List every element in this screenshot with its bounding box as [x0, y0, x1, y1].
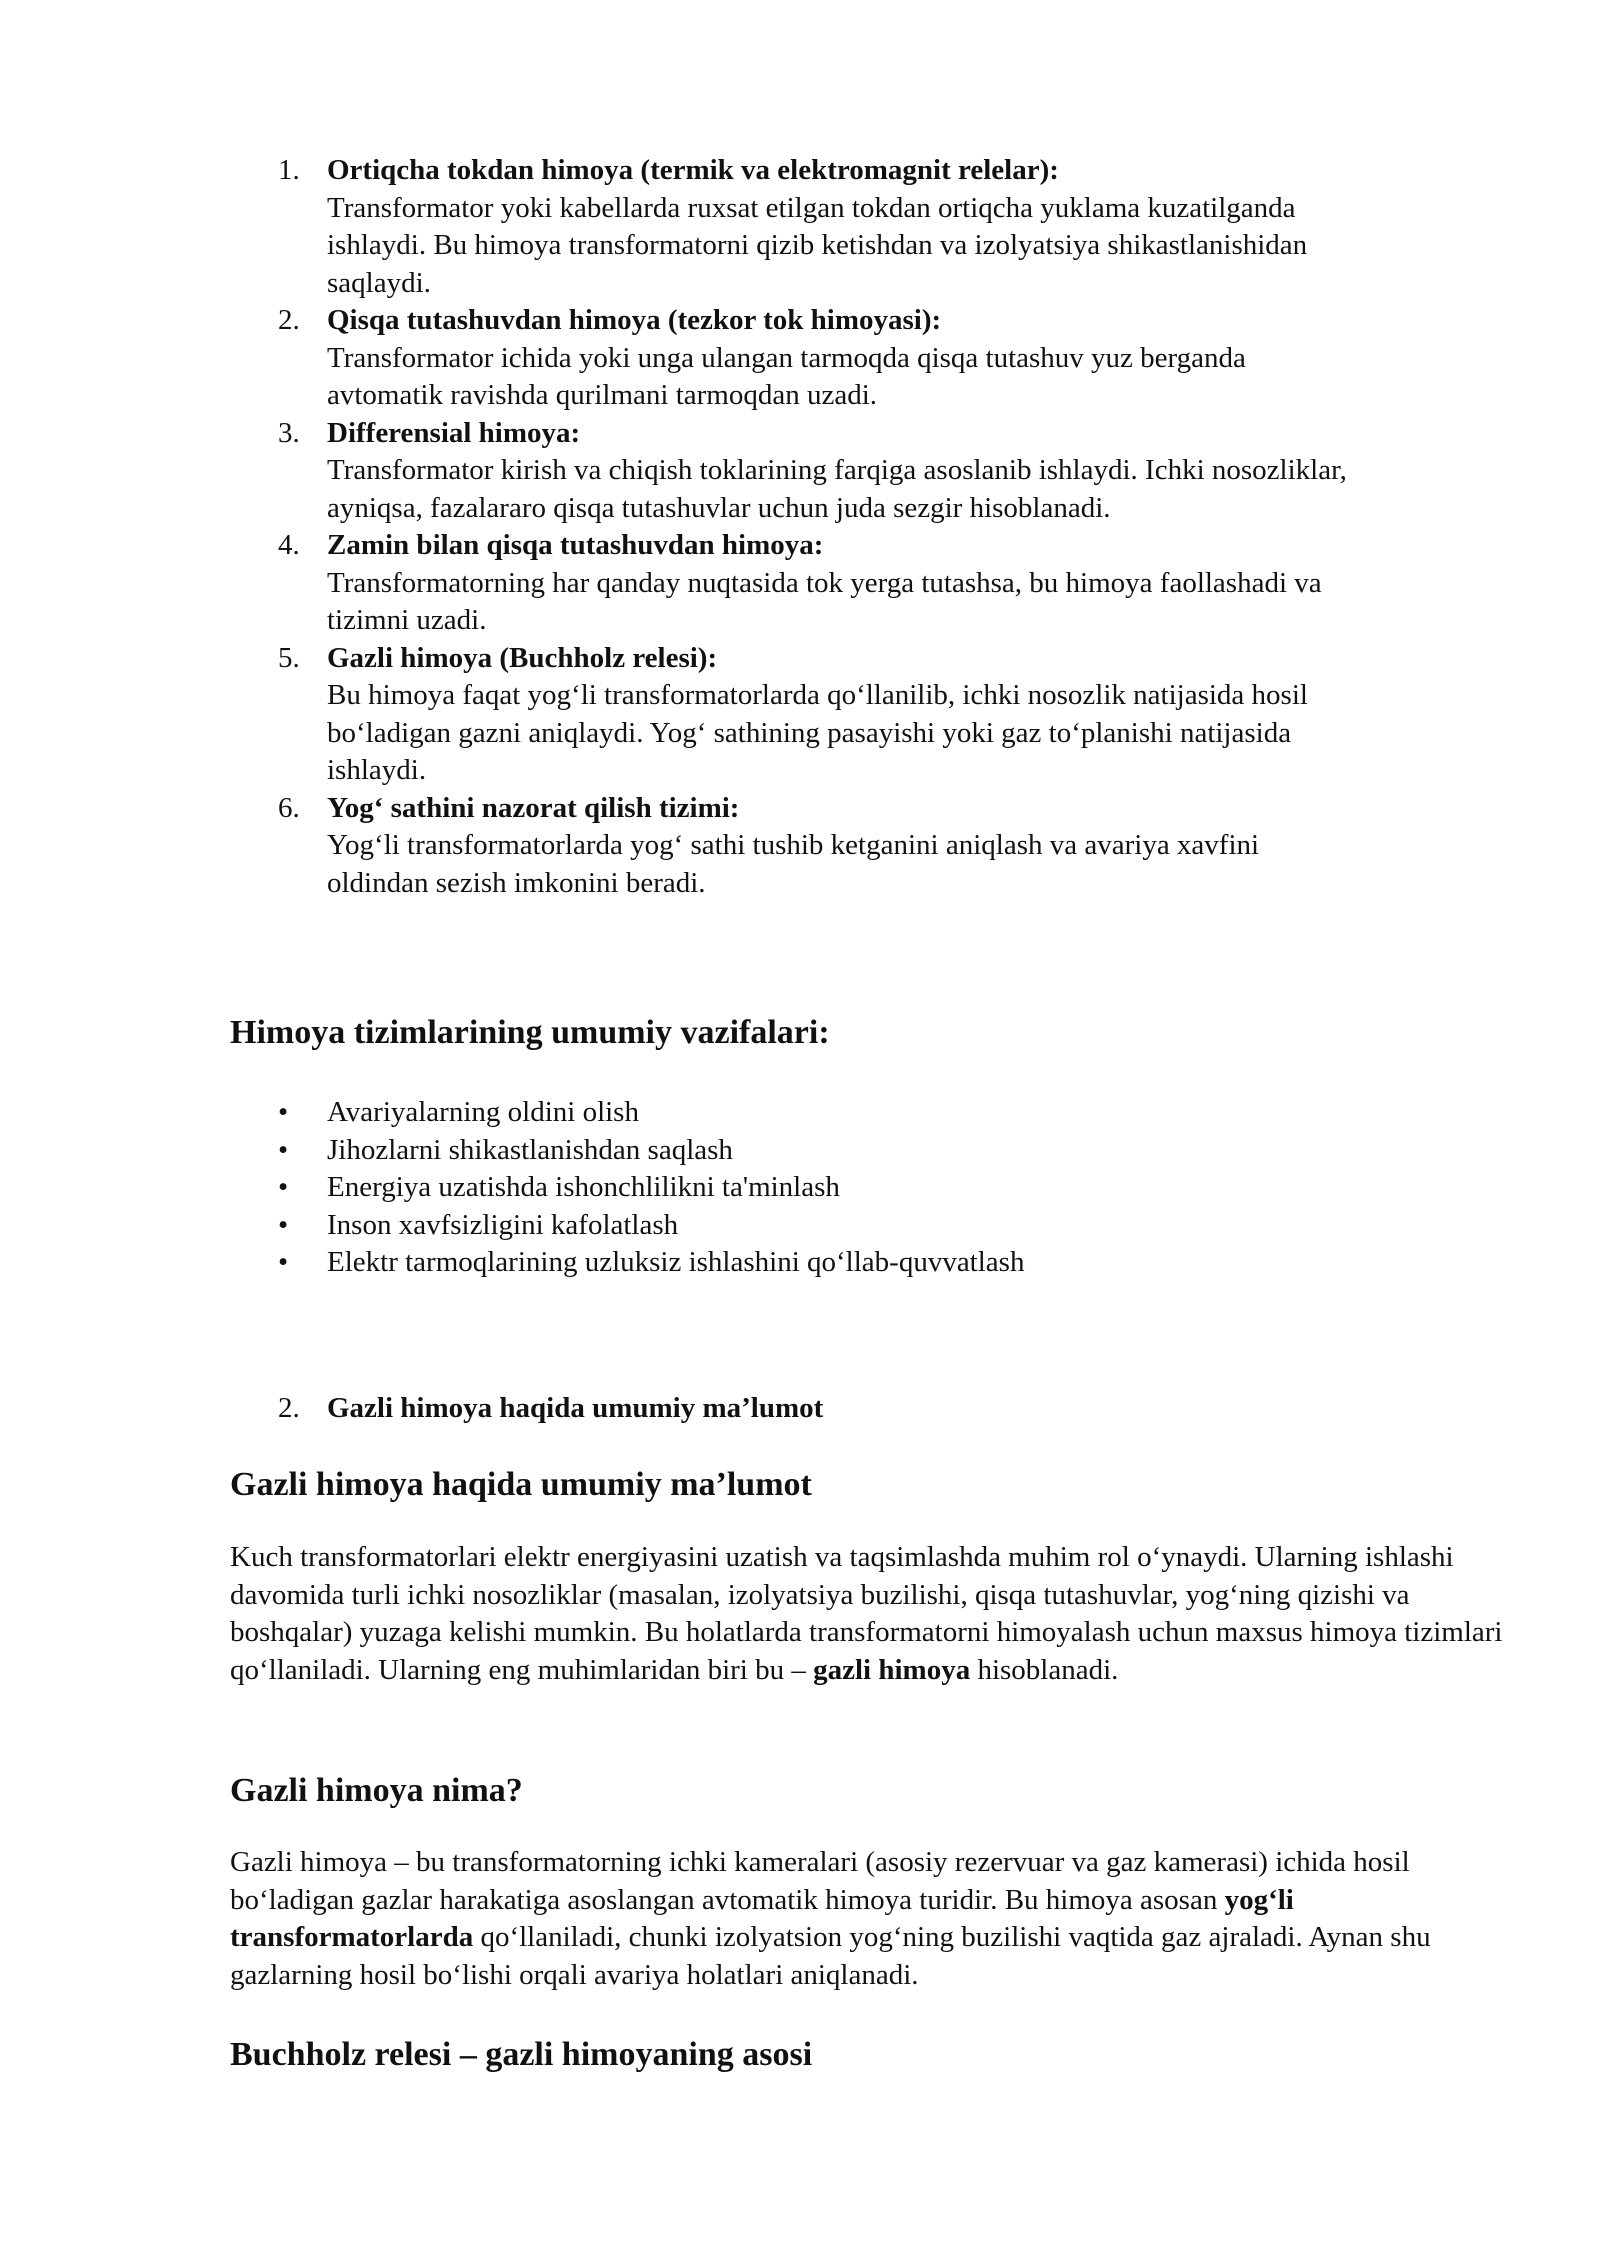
list-item-line: avtomatik ravishda qurilmani tarmoqdan uzadi. [327, 379, 878, 411]
list-item-title: Gazli himoya (Buchholz relesi): [327, 641, 718, 674]
paragraph-what [230, 1844, 1505, 1994]
section-heading-buchholz: Buchholz relesi – gazli himoyaning asosi [230, 2036, 813, 2073]
paragraph-bold: yog‘li transformatorlarda [230, 1883, 1294, 1953]
list-item-line: Transformatorning har qanday nuqtasida tok yerga tutashsa, bu himoya faollashadi va [327, 566, 1322, 599]
list-number: 5. [278, 641, 300, 674]
paragraph-bold: gazli himoya [813, 1653, 971, 1686]
bullet-marker: • [278, 1171, 289, 1203]
list-item-title: Qisqa tutashuvdan himoya (tezkor tok himoyasi): [327, 304, 942, 336]
list-item-line: ayniqsa, fazalararo qisqa tutashuvlar uchun juda sezgir hisoblanadi. [327, 491, 1111, 524]
list-item-line: bo‘ladigan gazni aniqlaydi. Yog‘ sathining pasayishi yoki gaz to‘planishi natijasida [327, 716, 1292, 749]
list-item-title: Yog‘ sathini nazorat qilish tizimi: [327, 791, 740, 824]
list-item-title: Differensial himoya: [327, 416, 581, 449]
list-item [230, 640, 1510, 790]
bullet-item [230, 1244, 1024, 1282]
bullet-item [230, 1169, 1024, 1207]
paragraph-text: Kuch transformatorlari elektr energiyasini uzatish va taqsimlashda muhim rol o‘ynaydi. Ularning ishlashi davomida turli ichki nosozliklar (masalan, izolyatsiya buzilishi, qisqa tutashuvlar, yog‘ning qizishi va boshqalar) yuzaga kelishi mumkin. Bu holatlarda transformatorni himoyalash uchun maxsus himoya tizimlari qo‘llaniladi. Ularning eng muhimlaridan biri bu – [230, 1541, 1503, 1686]
list-number: 6. [278, 791, 300, 824]
list-item [230, 790, 1510, 903]
list-number: 2. [278, 1392, 300, 1424]
list-number: 4. [278, 529, 300, 561]
bullet-marker: • [278, 1096, 289, 1128]
list-number: 1. [278, 154, 300, 186]
bullet-text: Energiya uzatishda ishonchlilikni ta'minlash [327, 1171, 840, 1203]
list-number: 3. [278, 416, 300, 449]
list-item-line: tizimni uzadi. [327, 604, 487, 636]
bullet-text: Elektr tarmoqlarining uzluksiz ishlashini qo‘llab-quvvatlash [327, 1246, 1025, 1278]
list-item [230, 415, 1510, 528]
bullet-marker: • [278, 1208, 289, 1241]
protection-types-list [230, 152, 1510, 902]
list-item [230, 152, 1510, 302]
list-item-line: saqlaydi. [327, 266, 431, 299]
list-number: 2. [278, 304, 300, 336]
list-item-line: ishlaydi. [327, 754, 427, 786]
paragraph-text: Gazli himoya – bu transformatorning ichki kameralari (asosiy rezervuar va gaz kamerasi) ichida hosil bo‘ladigan gazlar harakatiga asoslangan avtomatik himoya turidir. Bu himoya asosan [230, 1846, 1410, 1916]
subheading-title: Gazli himoya haqida umumiy ma’lumot [327, 1392, 824, 1424]
paragraph-text: qo‘llaniladi, chunki izolyatsion yog‘ning buzilishi vaqtida gaz ajraladi. Aynan shu gazlarning hosil bo‘lishi orqali avariya holatlari aniqlanadi. [230, 1921, 1431, 1991]
list-item-title: Ortiqcha tokdan himoya (termik va elektromagnit relelar): [327, 154, 1059, 186]
list-item-line: Transformator kirish va chiqish toklarining farqiga asoslanib ishlaydi. Ichki nosozliklar, [327, 454, 1347, 486]
paragraph-general [230, 1539, 1505, 1689]
section-heading-general: Gazli himoya haqida umumiy ma’lumot [230, 1466, 812, 1503]
list-item-line: Transformator ichida yoki unga ulangan tarmoqda qisqa tutashuv yuz berganda [327, 341, 1246, 374]
list-item-line: Bu himoya faqat yog‘li transformatorlarda qo‘llanilib, ichki nosozlik natijasida hosil [327, 679, 1308, 711]
section-heading-what: Gazli himoya nima? [230, 1772, 523, 1809]
bullet-item [230, 1207, 1024, 1245]
list-item [230, 302, 1510, 415]
list-item-title: Zamin bilan qisqa tutashuvdan himoya: [327, 529, 824, 561]
bullet-text: Avariyalarning oldini olish [327, 1096, 639, 1128]
list-item-line: ishlaydi. Bu himoya transformatorni qizib ketishdan va izolyatsiya shikastlanishidan [327, 229, 1308, 261]
bullet-marker: • [278, 1133, 289, 1166]
bullet-item [230, 1094, 1024, 1132]
bullet-item [230, 1132, 1024, 1170]
section-heading-functions: Himoya tizimlarining umumiy vazifalari: [230, 1014, 830, 1051]
list-item-line: Yog‘li transformatorlarda yog‘ sathi tushib ketganini aniqlash va avariya xavfini [327, 829, 1260, 861]
list-item [230, 527, 1510, 640]
functions-bullet-list [230, 1094, 1024, 1282]
list-item-line: oldindan sezish imkonini beradi. [327, 866, 706, 899]
bullet-text: Jihozlarni shikastlanishdan saqlash [327, 1133, 733, 1166]
paragraph-text: hisoblanadi. [970, 1653, 1119, 1686]
bullet-text: Inson xavfsizligini kafolatlash [327, 1208, 679, 1241]
list-item-line: Transformator yoki kabellarda ruxsat etilgan tokdan ortiqcha yuklama kuzatilganda [327, 191, 1296, 224]
numbered-subheading [230, 1390, 823, 1428]
bullet-marker: • [278, 1246, 289, 1278]
